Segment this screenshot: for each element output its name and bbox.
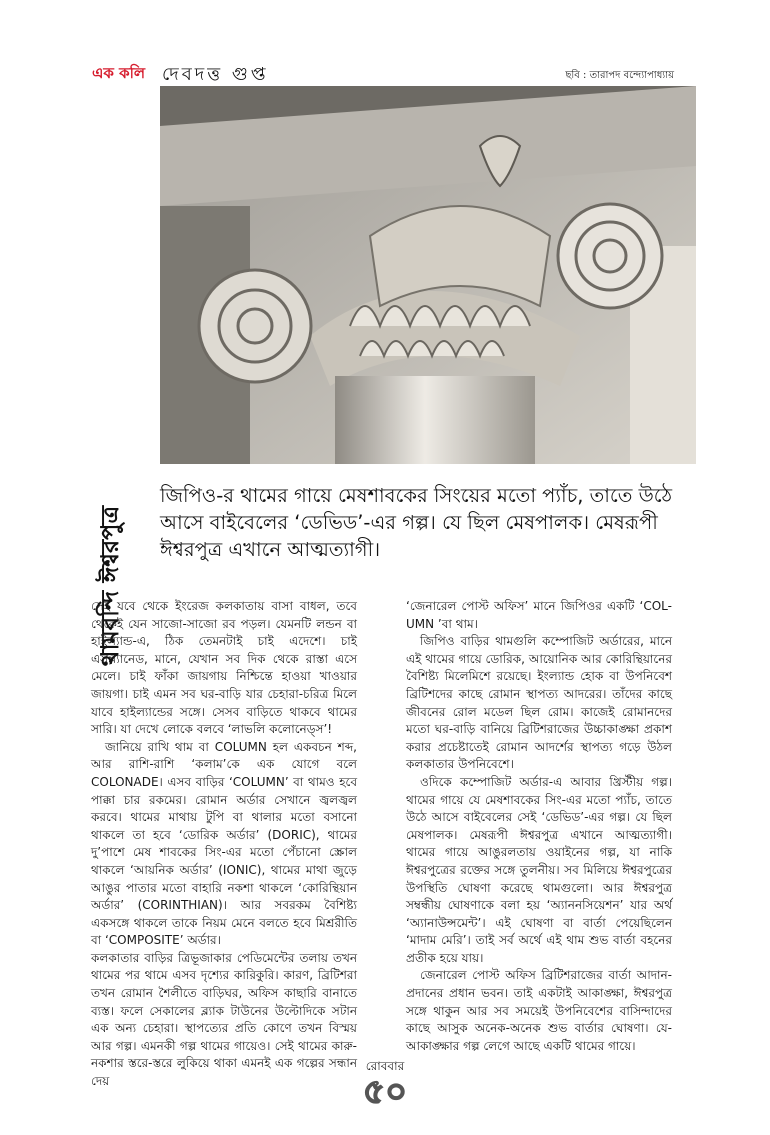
vertical-title-text: থামবন্দি ঈশ্বরপুত্র (96, 505, 124, 667)
photo-credit: ছবি : তারাপদ বন্দ্যোপাধ্যায় (565, 70, 674, 81)
paragraph: কলকাতার বাড়ির ত্রিভূজাকার পেডিমেন্টের তলায় তখন থামের পর থামে এসব দৃশ্যের কারিকুরি। কারণ, ব্রিটিশরা তখন রোমান শৈলীতে বাড়িঘর, অফিস কাছারি বানাতে ব্যস্ত। ফলে সেকালের ব্ল্যাক টাউনের উল্টোদিকে সটান এক অন্য চেহারা। স্থাপত্যের প্রতি কোণে তখন বিস্ময় আর গল্প। এমনকী গল্প থামের গায়েও। সেই থামের কারু-নকশার স্তরে-স্তরে লুকিয়ে থাকা এমনই এক গল্পের সন্ধান দেয় (91, 950, 357, 1089)
ionic-column-capital-icon (160, 86, 696, 464)
paragraph: ওদিকে কম্পোজিট অর্ডার-এ আবার খ্রিস্টীয় গল্প। থামের গায়ে যে মেষশাবকের সিং-এর মতো প্যাঁচ, তাতে উঠে আসে বাইবেলের সেই ‘ডেভিড’-এর গল্প। যে ছিল মেষপালক। মেষরূপী ঈশ্বরপুত্র এখানে আত্মত্যাগী। থামের গায়ে আঙুরলতায় ওয়াইনের গল্প, যা নাকি ঈশ্বরপুত্রের রক্তের সঙ্গে তুলনীয়। সব মিলিয়ে ঈশ্বরপুত্রের উপস্থিতি ঘোষণা করেছে থামগুলো। আর ঈশ্বরপুত্র সম্বন্ধীয় ঘোষণাকে বলা হয় ‘অ্যাননসিয়েশন’ যার অর্থ ‘অ্যানাউন্সমেন্ট’। এই ঘোষণা বা বার্তা পেয়েছিলেন ‘মাদাম মেরি’। তাই সর্ব অর্থে এই থাম শুভ বার্তা বহনের প্রতীক হয়ে যায়। (406, 774, 672, 965)
paragraph: ‘জেনারেল পোস্ট অফিস’ মানে জিপিওর একটি ‘COL-UMN ’বা থাম। (406, 599, 672, 631)
column-capital-photo (160, 86, 696, 464)
series-label: এক কলি (92, 64, 146, 82)
page-number: ৫০ (362, 1072, 408, 1112)
paragraph: জেনারেল পোস্ট অফিস ব্রিটিশরাজের বার্তা আদান-প্রদানের প্রধান ভবন। তাই একটাই আকাঙ্ক্ষা, ঈশ্বরপুত্র সঙ্গে থাকুন আর সব সময়েই উপনিবেশের বাসিন্দাদের কাছে আসুক অনেক-অনেক শুভ বার্তার ঘোষণা। যে-আকাঙ্ক্ষার গল্প লেগে আছে একটি থামের গায়ে। (406, 968, 672, 1053)
article-column-right (406, 598, 672, 1055)
author-name: দেবদত্ত গুপ্ত (162, 64, 269, 85)
paragraph: জানিয়ে রাখি থাম বা COLUMN হল একবচন শব্দ, আর রাশি-রাশি ‘কলাম’কে এক যোগে বলে COLONADE। এসব বাড়ির ‘COLUMN’ বা থামও হবে পাক্কা চার রকমের। রোমান অর্ডার সেখানে জ্বলজ্বল করবে। থামের মাথায় টুপি বা থালার মতো বসানো থাকলে তা হবে ‘ডোরিক অর্ডার’ (DORIC), থামের দু’পাশে মেষ শাবকের সিং-এর মতো পেঁচানো স্ক্রোল থাকলে ‘আয়নিক অর্ডার’ (IONIC), থামের মাথা জুড়ে আঙুর পাতার মতো বাহারি নকশা থাকলে ‘কোরিন্থিয়ান অর্ডার’ (CORINTHIAN)। আর সবরকম বৈশিষ্ট্য একসঙ্গে থাকলে তাকে নিয়ম মেনে বলতে হবে মিশ্ররীতি বা ‘COMPOSITE’ অর্ডার। (91, 739, 357, 948)
magazine-name: রোববার (365, 1059, 405, 1073)
paragraph: সেই যবে থেকে ইংরেজ কলকাতায় বাসা বাধল, তবে থেকেই যেন সাজো-সাজো রব পড়ল। যেমনটি লন্ডন বা হাইল্যান্ড-এ, ঠিক তেমনটাই চাই এদেশে। চাই এসপ্ল্যানেড, মানে, যেখান সব দিক থেকে রাস্তা এসে মেলে। চাই ফাঁকা জায়গায় নিশ্চিন্তে হাওয়া খাওয়ার জায়গা। চাই এমন সব ঘর-বাড়ি যার চেহারা-চরিত্র মিলে যাবে হাইল্যান্ডের সঙ্গে। সেসব বাড়িতে থাকবে থামের সারি। যা দেখে লোকে বলবে ‘লাভলি কলোনেড্স’! (91, 599, 357, 737)
paragraph: জিপিও বাড়ির থামগুলি কম্পোজিট অর্ডারের, মানে এই থামের গায়ে ডোরিক, আয়োনিক আর কোরিন্থিয়ানের বৈশিষ্ট্য মিলেমিশে রয়েছে। ইংল্যান্ড হোক বা উপনিবেশ ব্রিটিশদের কাছে রোমান স্থাপত্য আদরের। তাঁদের কাছে জীবনের রোল মডেল ছিল রোম। কাজেই রোমানদের মতো ঘর-বাড়ি বানিয়ে ব্রিটিশরাজের উচ্চাকাঙ্ক্ষা প্রকাশ করার প্রচেষ্টাতেই রোমান আদর্শের স্থাপত্য গড়ে উঠল কলকাতার উপনিবেশে। (406, 634, 672, 772)
pull-quote: জিপিও-র থামের গায়ে মেষশাবকের সিংয়ের মতো প্যাঁচ, তাতে উঠে আসে বাইবেলের ‘ডেভিড’-এর গল্প। যে ছিল মেষপালক। মেষরূপী ঈশ্বরপুত্র এখানে আত্মত্যাগী। (160, 484, 673, 561)
article-column-left (91, 598, 357, 1091)
